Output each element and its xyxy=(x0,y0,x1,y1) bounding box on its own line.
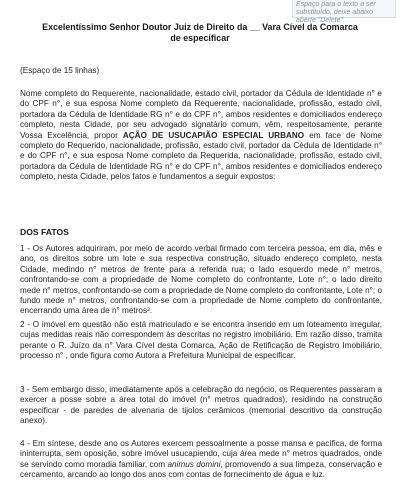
court-header-line1: Excelentíssimo Senhor Doutor Juiz de Direito da __ Vara Cível da Comarca xyxy=(42,22,358,32)
court-header xyxy=(20,22,380,44)
instruction-note xyxy=(292,0,396,24)
fact4-italic: animus domini xyxy=(167,459,221,469)
fact4-text-before: 4 - Em síntese, desde ano os Autores exercem pessoalmente a posse mansa e pacífica, de forma ininterrupta, sem oposição, sobre imóvel usucapiendo, cuja área mede n° metros quadrados, onde se servindo como moradia familiar, com xyxy=(20,439,382,469)
instruction-note-line1: Espaço para o texto a ser substituído, deixe abaixo xyxy=(296,1,376,16)
intro-text-after: em face de Nome completo do Requerido, nacionalidade, profissão, estado civil, portador da Cédula de Identidade n° e do CPF n°, e sua esposa Nome completo da Requerida, nacionalidade, profissão, estado civil, portadora da Cédula de Identidade RG n° e do CPF n°, ambos residentes e domiciliados endereço completo, nesta Cidade, pelos fatos e fundamentos a seguir expostos: xyxy=(20,130,382,182)
spacing-note: (Espaço de 15 linhas) xyxy=(20,66,100,75)
section-title-facts: DOS FATOS xyxy=(20,227,69,237)
fact4-text-after: , promovendo a sua limpeza, conservação e cercamento, arcando ao longo dos anos com contas de fornecimento de água e luz. xyxy=(20,459,382,480)
instruction-note-line2: aberte "Delete" xyxy=(296,17,343,24)
intro-paragraph xyxy=(20,89,382,183)
fact-paragraph-4 xyxy=(20,439,382,481)
fact-paragraph-3: 3 - Sem embargo disso, imediatamente após a celebração do negócio, os Requerentes passaram a exercer a posse sobre a área total do imóvel (n° metros quadrados), residindo na construção especificar - de paredes de alvenaria de tijolos cerâmicos (memorial descritivo da construção anexo). xyxy=(20,385,382,426)
fact-paragraph-2: 2 - O imóvel em questão não está matriculado e se encontra inserido em um loteamento irregular, cujas medidas reais não correspondem às descritas no registro imobiliário. Em razão disso, tramita perante o R. Juízo da n° Vara Cível desta Comarca, Ação de Retificação de Registro Imobiliário, processo n° , onde figura como Autora a Prefeitura Municipal de especificar. xyxy=(20,320,382,361)
fact-paragraph-1: 1 - Os Autores adquiriram, por meio de acordo verbal firmado com terceira pessoa, em dia, mês e ano, os direitos sobre um lote e sua respectiva construção, situado endereço completo, nesta Cidade, medindo n° metros de frente para a referida rua; o lado esquerdo mede n° metros, confrontando-se com a propriedade de Nome completo do confrontante, Lote n°; o lado direito mede n° metros, confrontando-se com a propriedade de Nome completo do confrontante, Lote n°; o fundo mede n° metros, confrontando-se com a propriedade de Nome completo do confrontante, encerrando uma área de n° metros². xyxy=(20,244,383,316)
action-title: AÇÃO DE USUCAPIÃO ESPECIAL URBANO xyxy=(122,130,305,140)
intro-text-before: Nome completo do Requerente, nacionalidade, estado civil, portador da Cédula de Identidade n° e do CPF n°, e sua esposa Nome completo da Requerente, nacionalidade, profissão, estado civil, portadora da Cédula de Identidade RG n° e do CPF n°, ambos residentes e domiciliados endereço completo, nesta Cidade, por seu advogado signatário comum, vêm, respeitosamente, perante Vossa Excelência, propor xyxy=(20,89,382,140)
court-header-line2: de especificar xyxy=(170,33,230,43)
